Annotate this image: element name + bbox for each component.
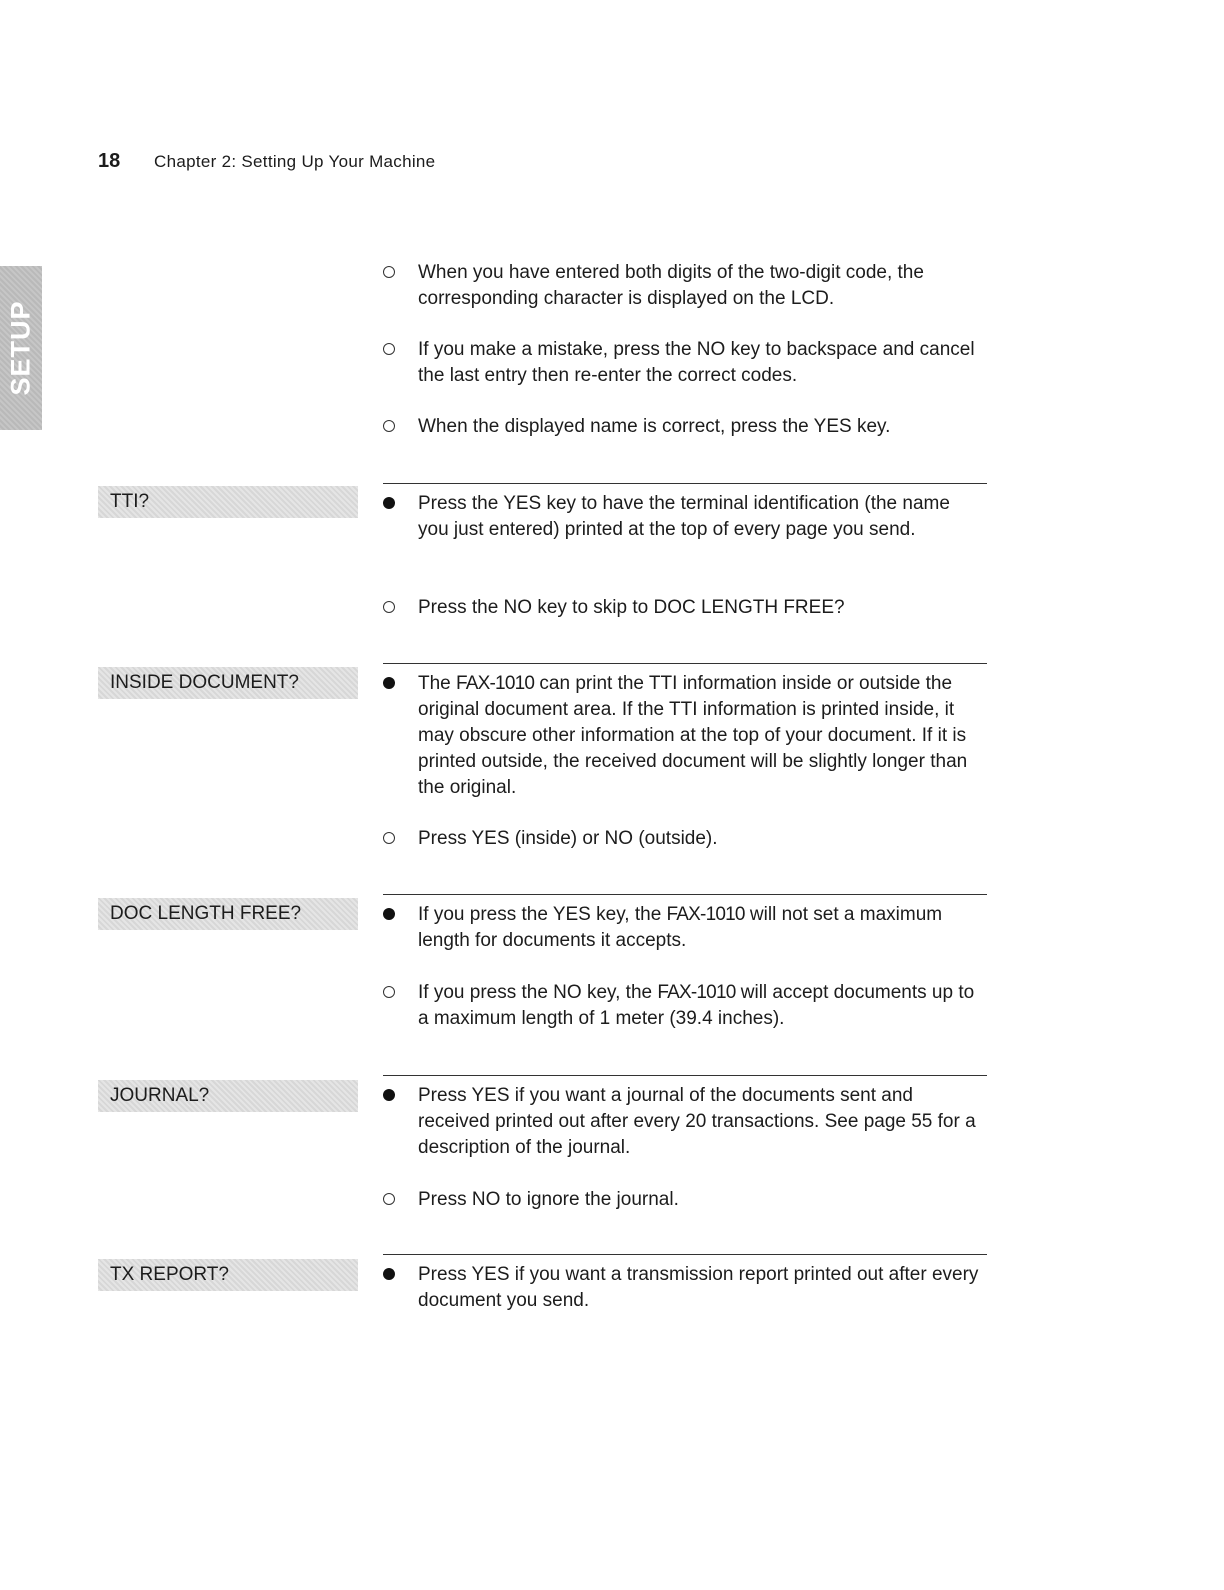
intro-bullet (383, 337, 983, 389)
bullet-text: If you make a mistake, press the NO key to backspace and cancel the last entry then re-enter the correct codes. (418, 339, 975, 386)
hollow-bullet-icon (383, 343, 395, 355)
setting-bullet (383, 491, 983, 543)
bullet-text: When the displayed name is correct, press the YES key. (418, 416, 891, 437)
hollow-bullet-icon (383, 1193, 395, 1205)
intro-bullet (383, 260, 983, 312)
solid-bullet-icon (383, 677, 395, 689)
solid-bullet-icon (383, 1089, 395, 1101)
hollow-bullet-icon (383, 266, 395, 278)
side-tab-label: SETUP (5, 300, 36, 396)
lcd-prompt-label: TX REPORT? (98, 1259, 358, 1291)
lcd-prompt-label: DOC LENGTH FREE? (98, 898, 358, 930)
hollow-bullet-icon (383, 832, 395, 844)
lcd-prompt-label: INSIDE DOCUMENT? (98, 667, 358, 699)
setting-bullet (383, 1083, 983, 1161)
bullet-text: When you have entered both digits of the two-digit code, the corresponding character is displayed on the LCD. (418, 262, 924, 309)
solid-bullet-icon (383, 497, 395, 509)
hollow-bullet-icon (383, 420, 395, 432)
setting-bullet (383, 595, 983, 621)
solid-bullet-icon (383, 1268, 395, 1280)
bullet-text: Press the NO key to skip to DOC LENGTH FREE? (418, 597, 845, 618)
section-divider (383, 1075, 987, 1076)
setting-bullet (383, 902, 983, 954)
setting-bullet (383, 1187, 983, 1213)
model-name: FAX-1010 (456, 673, 535, 694)
section-divider (383, 663, 987, 664)
section-divider (383, 1254, 987, 1255)
setting-bullet (383, 1262, 983, 1314)
hollow-bullet-icon (383, 986, 395, 998)
setting-bullet (383, 671, 983, 801)
bullet-text: Press YES if you want a journal of the documents sent and received printed out after every 20 transactions. See page 55 for a description of the journal. (418, 1085, 976, 1158)
bullet-text: Press YES (inside) or NO (outside). (418, 828, 718, 849)
setting-bullet (383, 826, 983, 852)
section-divider (383, 894, 987, 895)
model-name: FAX-1010 (657, 982, 736, 1003)
bullet-text: Press NO to ignore the journal. (418, 1189, 679, 1210)
hollow-bullet-icon (383, 601, 395, 613)
intro-bullet (383, 414, 983, 440)
solid-bullet-icon (383, 908, 395, 920)
setting-bullet (383, 980, 983, 1032)
lcd-prompt-label: TTI? (98, 486, 358, 518)
page-number: 18 (98, 150, 121, 172)
chapter-title: Chapter 2: Setting Up Your Machine (154, 152, 436, 171)
bullet-text: Press YES if you want a transmission report printed out after every document you send. (418, 1264, 979, 1311)
section-divider (383, 483, 987, 484)
section-side-tab (0, 266, 42, 430)
bullet-text: If you press the NO key, the FAX-1010 will accept documents up to a maximum length of 1 meter (39.4 inches). (418, 982, 975, 1029)
bullet-text: Press the YES key to have the terminal identification (the name you just entered) printed at the top of every page you send. (418, 493, 950, 540)
model-name: FAX-1010 (666, 904, 745, 925)
bullet-text: The FAX-1010 can print the TTI information inside or outside the original document area. If the TTI information is printed inside, it may obscure other information at the top of your document. If it is printed outside, the received document will be slightly longer than the original. (418, 673, 968, 798)
lcd-prompt-label: JOURNAL? (98, 1080, 358, 1112)
bullet-text: If you press the YES key, the FAX-1010 will not set a maximum length for documents it accepts. (418, 904, 943, 951)
